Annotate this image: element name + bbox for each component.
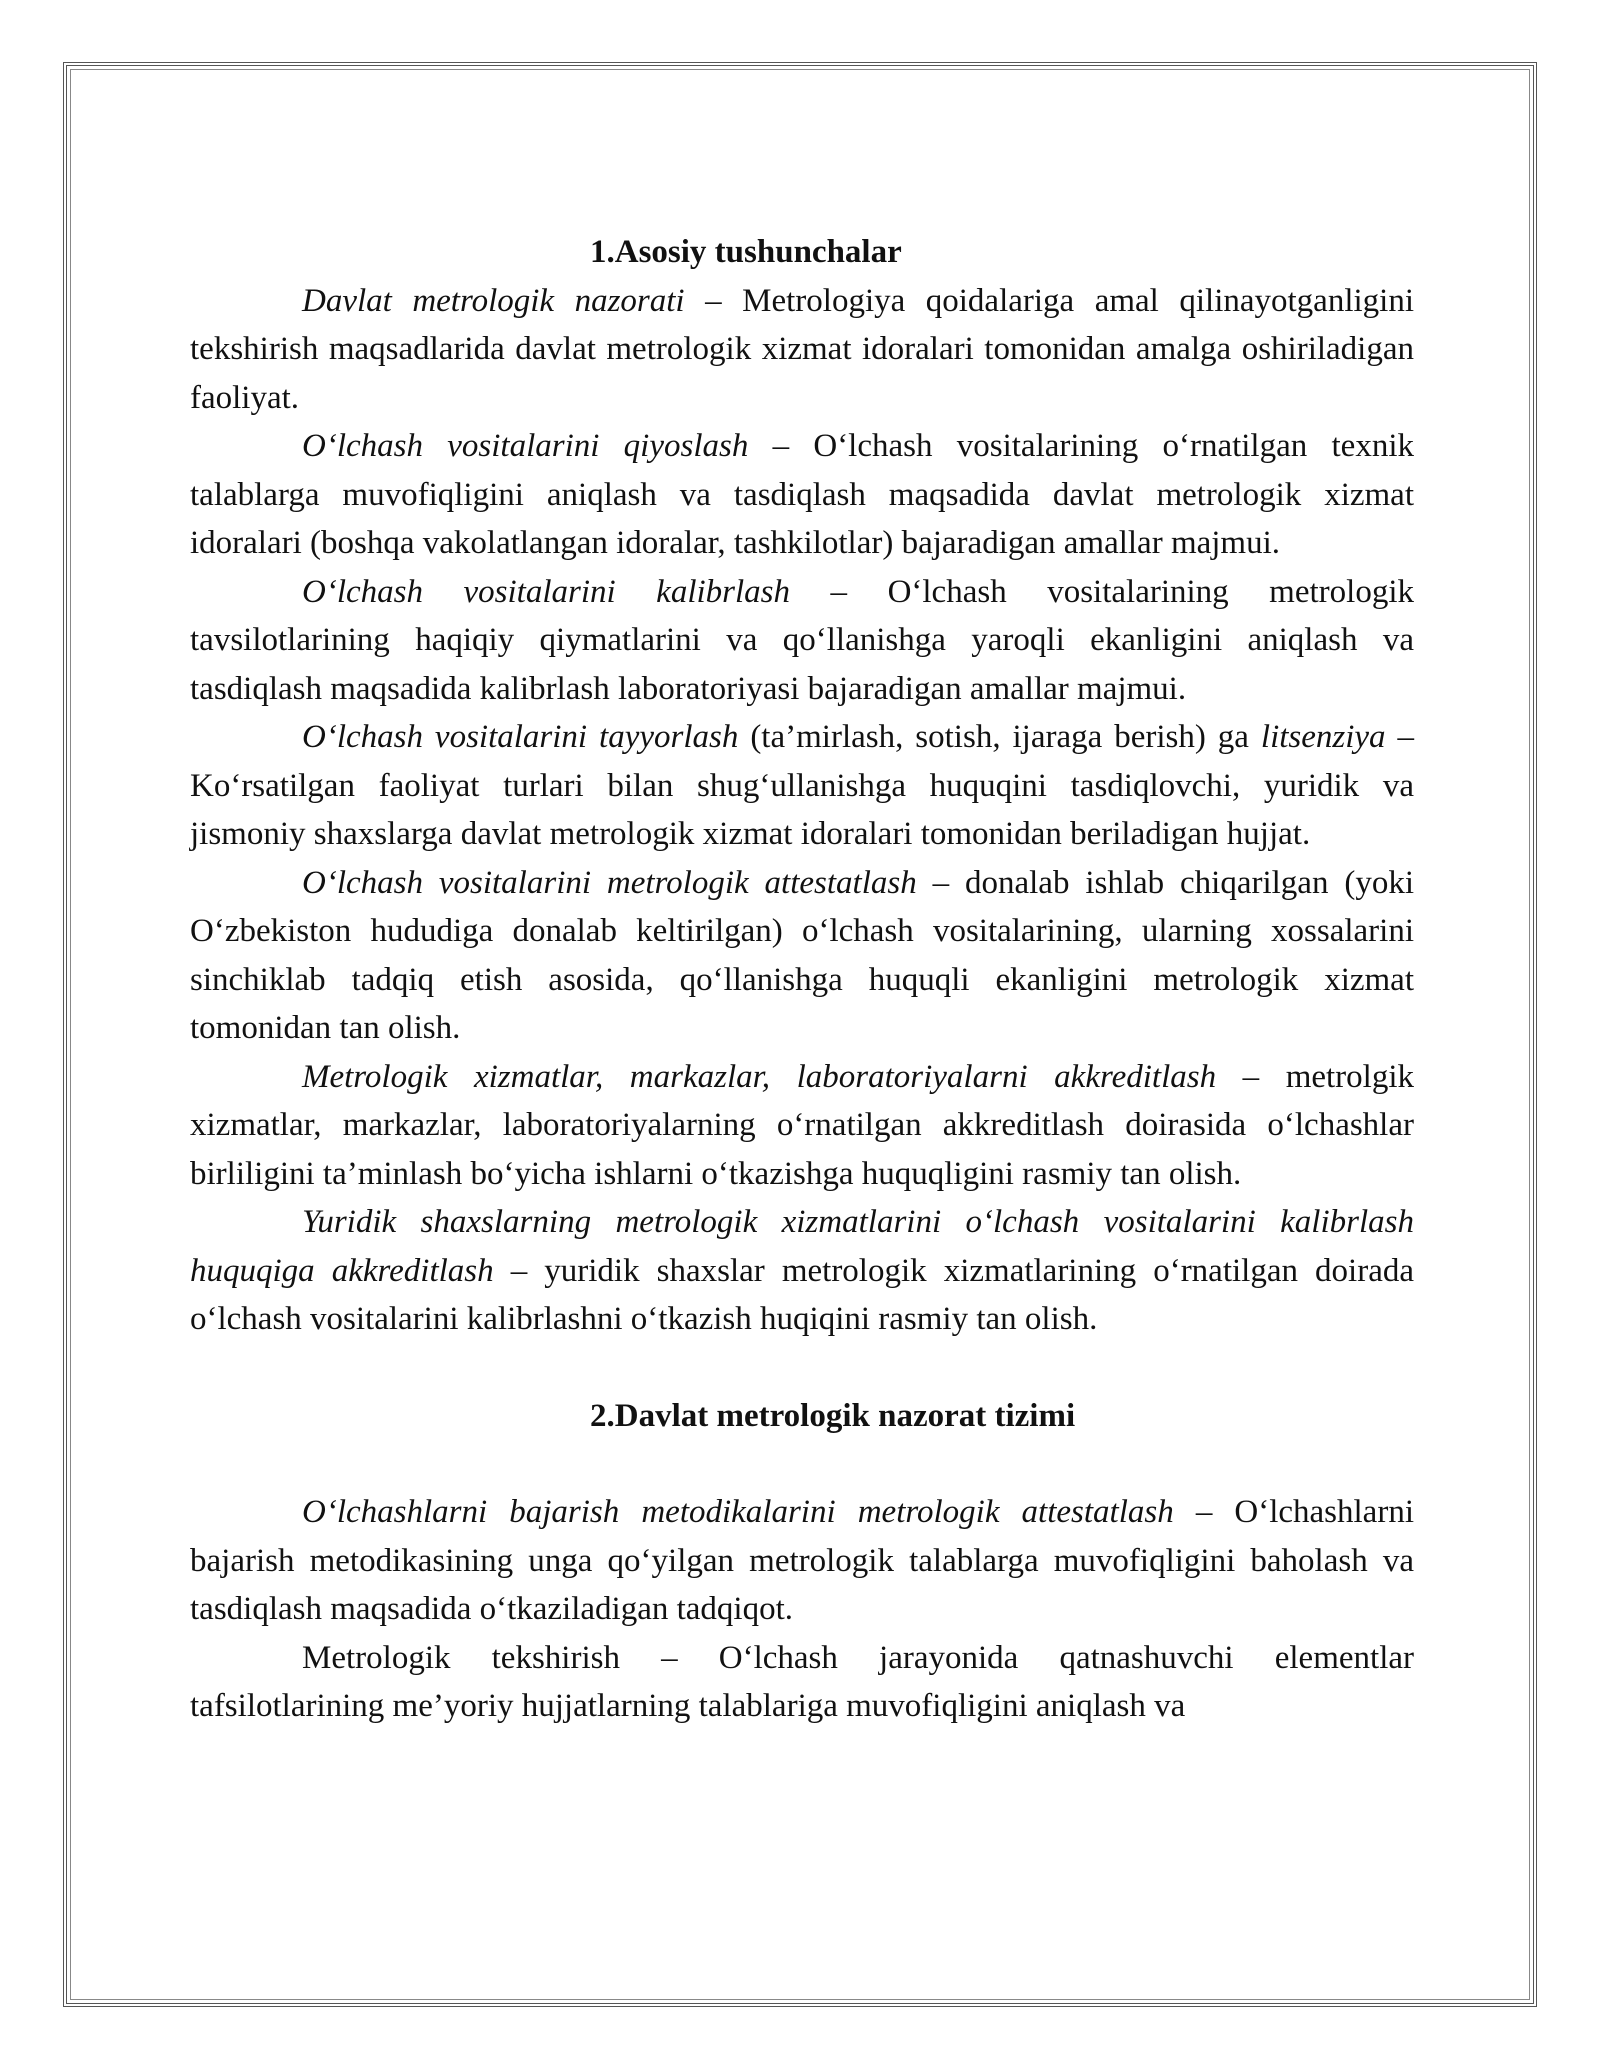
definition-paragraph — [190, 1198, 1414, 1344]
definition-paragraph — [190, 422, 1414, 568]
definition-term: O‘lchash vositalarini kalibrlash — [302, 573, 791, 610]
definition-text: – O‘lchash vositalarining o‘rnatilgan texnik talablarga muvofiqligini aniqlash va tasdiqlash maqsadida davlat metrologik xizmat idoralari (boshqa vakolatlangan idoralar, tashkilotlar) bajaradigan amallar majmui. — [190, 428, 1414, 561]
document-body — [190, 228, 1414, 1731]
definition-term: Davlat metrologik nazorati — [302, 282, 685, 319]
definition-text: – Ko‘rsatilgan faoliyat turlari bilan shug‘ullanishga huquqini tasdiqlovchi, yuridik va jismoniy shaxslarga davlat metrologik xizmat idoralari tomonidan beriladigan hujjat. — [190, 719, 1415, 852]
definition-paragraph — [190, 859, 1414, 1053]
definition-text: – Metrologiya qoidalariga amal qilinayotganligini tekshirish maqsadlarida davlat metrologik xizmat idoralari tomonidan amalga oshiriladigan faoliyat. — [190, 282, 1414, 416]
definition-paragraph — [190, 713, 1414, 859]
definition-text: – yuridik shaxslar metrologik xizmatlarining o‘rnatilgan doirada o‘lchash vositalarini kalibrlashni o‘tkazish huqiqini rasmiy tan olish. — [190, 1252, 1414, 1337]
definition-text: – O‘lchash vositalarining metrologik tavsilotlarining haqiqiy qiymatlarini va qo‘llanishga yaroqli ekanligini aniqlash va tasdiqlash maqsadida kalibrlash laboratoriyasi bajaradigan amallar majmui. — [190, 573, 1414, 707]
definition-text-middle: (ta’mirlash, sotish, ijaraga berish) ga — [738, 719, 1261, 755]
definition-term: O‘lchash vositalarini metrologik attestatlash — [302, 864, 917, 901]
definition-text: – donalab ishlab chiqarilgan (yoki O‘zbekiston hududiga donalab keltirilgan) o‘lchash vositalarining, ularning xossalarini sinchiklab tadqiq etish asosida, qo‘llanishga huquqli ekanligini metrologik xizmat tomonidan tan olish. — [190, 864, 1414, 1046]
definition-paragraph — [190, 568, 1414, 714]
section-1-heading: 1.Asosiy tushunchalar — [590, 234, 902, 270]
definition-text: Metrologik tekshirish – O‘lchash jarayonida qatnashuvchi elementlar tafsilotlarining me’yoriy hujjatlarning talablariga muvofiqligini aniqlash va — [190, 1639, 1414, 1724]
definition-term: O‘lchash vositalarini qiyoslash — [302, 428, 749, 464]
definition-text: – O‘lchashlarni bajarish metodikasining unga qo‘yilgan metrologik talablarga muvofiqligini baholash va tasdiqlash maqsadida o‘tkaziladigan tadqiqot. — [190, 1494, 1414, 1627]
definition-paragraph — [190, 1488, 1414, 1634]
definition-paragraph — [190, 1634, 1414, 1731]
definition-term-continued: litsenziya — [1260, 719, 1386, 755]
definition-paragraph — [190, 1053, 1414, 1199]
definition-text: – metrolgik xizmatlar, markazlar, laboratoriyalarning o‘rnatilgan akkreditlash doirasida o‘lchashlar birliligini ta’minlash bo‘yicha ishlarni o‘tkazishga huquqligini rasmiy tan olish. — [190, 1058, 1414, 1192]
definition-paragraph — [190, 277, 1414, 423]
definition-term: O‘lchashlarni bajarish metodikalarini metrologik attestatlash — [302, 1494, 1174, 1530]
definition-term: O‘lchash vositalarini tayyorlash — [302, 719, 739, 755]
definition-term: Metrologik xizmatlar, markazlar, laboratoriyalarni akkreditlash — [302, 1058, 1217, 1095]
section-2-heading: 2.Davlat metrologik nazorat tizimi — [590, 1397, 1076, 1434]
definition-term: Yuridik shaxslarning metrologik xizmatlarini o‘lchash vositalarini kalibrlash huquqiga akkreditlash — [190, 1204, 1414, 1289]
